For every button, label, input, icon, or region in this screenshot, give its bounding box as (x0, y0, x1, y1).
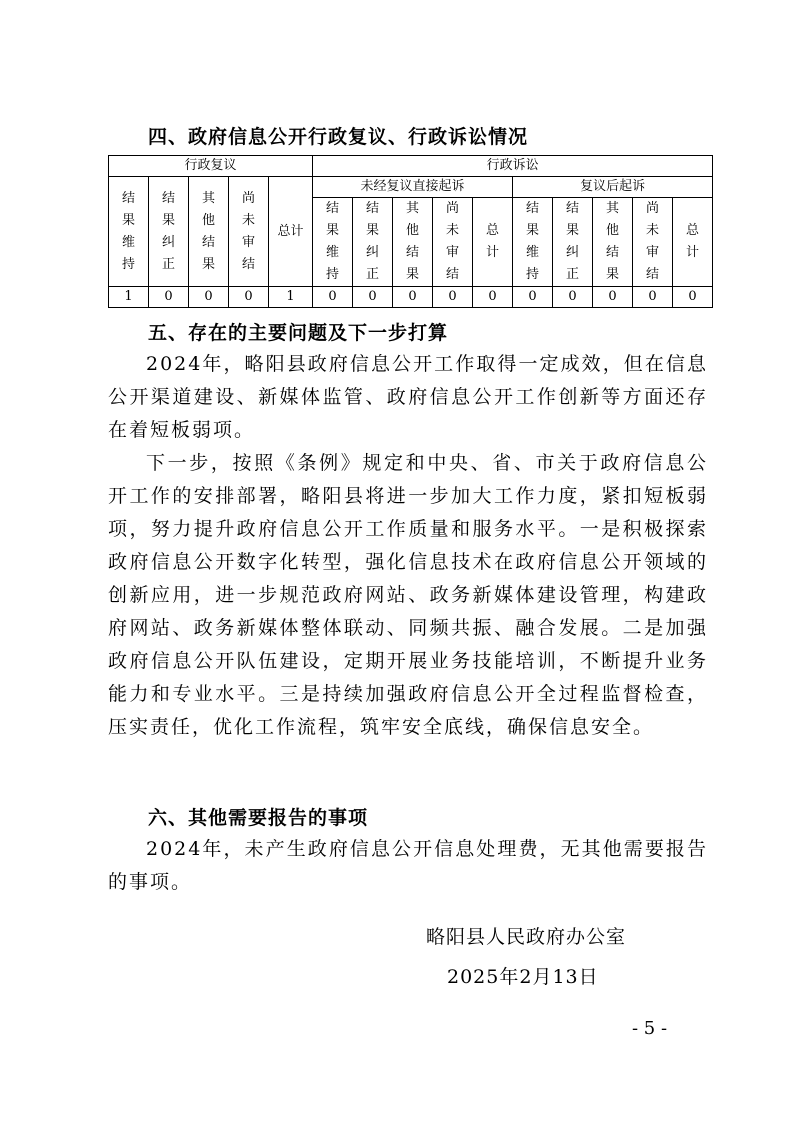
section-six-heading: 六、其他需要报告的事项 (148, 807, 369, 829)
table-cell: 1 (109, 287, 149, 308)
paragraph-other-matters: 2024年，未产生政府信息公开信息处理费，无其他需要报告的事项。 (108, 838, 708, 893)
table-cell: 0 (353, 287, 393, 308)
section-four-heading: 四、政府信息公开行政复议、行政诉讼情况 (148, 126, 529, 148)
signature-date: 2025年2月13日 (447, 966, 599, 988)
col-direct-upheld: 结果维持 (313, 198, 353, 287)
col-review-upheld: 结果维持 (109, 177, 149, 287)
col-review-corrected: 结果纠正 (149, 177, 189, 287)
col-direct-corrected: 结果纠正 (353, 198, 393, 287)
col-after-corrected: 结果纠正 (553, 198, 593, 287)
paragraph-next-steps: 下一步，按照《条例》规定和中央、省、市关于政府信息公开工作的安排部署，略阳县将进一步加大工作力度，紧扣短板弱项，努力提升政府信息公开工作质量和服务水平。一是积极探索政府信息公开数字化转型，强化信息技术在政府信息公开领域的创新应用，进一步规范政府网站、政务新媒体建设管理，构建政府网站、政务新媒体整体联动、同频共振、融合发展。二是加强政府信息公开队伍建设，定期开展业务技能培训，不断提升业务能力和专业水平。三是持续加强政府信息公开全过程监督检查，压实责任，优化工作流程，筑牢安全底线，确保信息安全。 (108, 452, 708, 738)
direct-suit-header: 未经复议直接起诉 (313, 177, 513, 198)
col-direct-other: 其他结果 (393, 198, 433, 287)
admin-litigation-header: 行政诉讼 (313, 156, 713, 177)
col-review-total: 总计 (269, 177, 313, 287)
col-direct-total: 总计 (473, 198, 513, 287)
col-review-pending: 尚未审结 (229, 177, 269, 287)
table-cell: 0 (149, 287, 189, 308)
signature-organization: 略阳县人民政府办公室 (426, 926, 627, 948)
page-number: - 5 - (632, 1018, 668, 1039)
table-cell: 0 (473, 287, 513, 308)
table-cell: 0 (229, 287, 269, 308)
table-cell: 0 (513, 287, 553, 308)
col-after-pending: 尚未审结 (633, 198, 673, 287)
table-cell: 0 (593, 287, 633, 308)
table-cell: 0 (433, 287, 473, 308)
review-litigation-table (108, 155, 713, 308)
table-cell: 0 (633, 287, 673, 308)
table-cell: 0 (553, 287, 593, 308)
table-row (109, 287, 713, 308)
table-cell: 0 (393, 287, 433, 308)
col-direct-pending: 尚未审结 (433, 198, 473, 287)
col-review-other: 其他结果 (189, 177, 229, 287)
table-cell: 1 (269, 287, 313, 308)
col-after-total: 总计 (673, 198, 713, 287)
paragraph-achievements: 2024年，略阳县政府信息公开工作取得一定成效，但在信息公开渠道建设、新媒体监管、政府信息公开工作创新等方面还存在着短板弱项。 (108, 353, 708, 441)
after-review-suit-header: 复议后起诉 (513, 177, 713, 198)
col-after-upheld: 结果维持 (513, 198, 553, 287)
table-cell: 0 (313, 287, 353, 308)
table-cell: 0 (673, 287, 713, 308)
section-five-heading: 五、存在的主要问题及下一步打算 (148, 322, 449, 344)
admin-review-header: 行政复议 (109, 156, 313, 177)
table-cell: 0 (189, 287, 229, 308)
col-after-other: 其他结果 (593, 198, 633, 287)
